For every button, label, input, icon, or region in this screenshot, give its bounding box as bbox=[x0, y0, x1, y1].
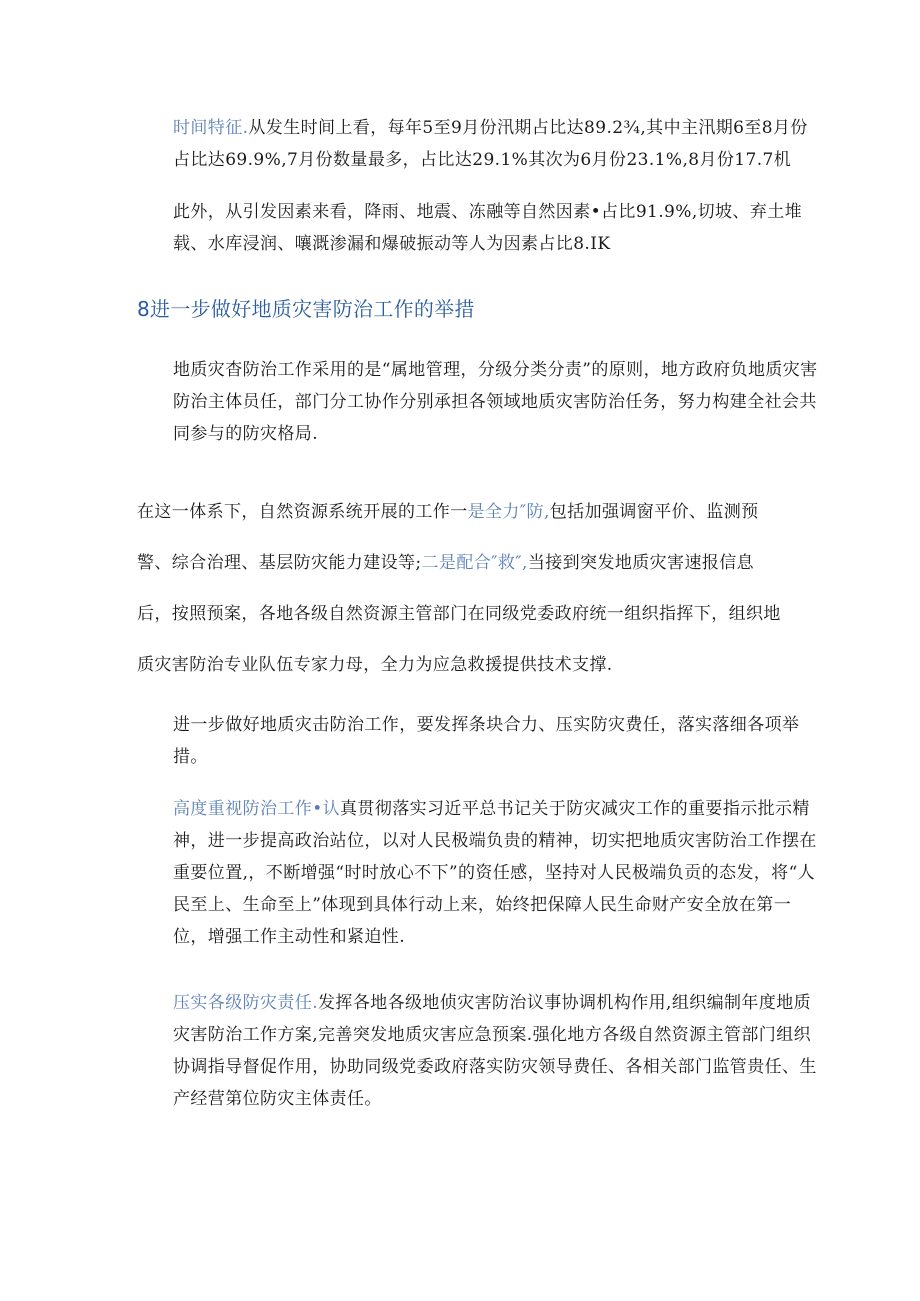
paragraph-body: 发挥各地各级地侦灾害防治议事协调机构作用,组织编制年度地质灾害防治工作方案,完善突发地质灾害应急预案.强化地方各级自然资源主管部门组织协调指导督促作用，协助同级党委政府落实防灾领导费任、各相关部门监管贵任、生产经营第位防灾主体责任。 bbox=[173, 993, 817, 1109]
paragraph-lead-label: 时间特征. bbox=[173, 118, 249, 138]
paragraph-principles bbox=[137, 354, 821, 450]
paragraph-body: 从发生时间上看，每年5至9月份汛期占比达89.2¾,其中主汛期6至8月份占比达69.9%,7月份数量最多，占比达29.1%其次为6月份23.1%,8月份17.7机 bbox=[173, 118, 808, 170]
paragraph-body: 此外，从引发因素来看，降雨、地震、冻融等自然因素•占比91.9%,切坡、弃土堆载、水库浸润、嚷溉渗漏和爆破振动等人为因素占比8.IK bbox=[173, 202, 803, 254]
paragraph-body: 地质灾杳防治工作采用的是“属地管理，分级分类分责”的原则，地方政府负地质灾害防治主体员任，部门分工协作分别承担各领域地质灾害防治任务，努力构建全社会共同参与的防灾格局. bbox=[173, 360, 818, 444]
paragraph-attention bbox=[137, 793, 821, 953]
paragraph-body: 进一步做好地质灾击防治工作，要发挥条块合力、压实防灾费任，落实落细各项举措。 bbox=[173, 715, 800, 767]
paragraph-text-part: 包括加强调窗平价、监测预警、综合治理、基层防灾能力建设等; bbox=[137, 502, 759, 573]
section-heading: 8进一步做好地质灾害防治工作的举措 bbox=[137, 297, 475, 321]
paragraph-system-work bbox=[137, 487, 785, 691]
paragraph-text-part: 在这一体系下，自然资源系统开展的工作一 bbox=[137, 502, 468, 522]
paragraph-text-part: 当接到突发地质灾害速报信息后，按照预案，各地各级自然资源主管部门在同级党委政府统一组织指挥下，组织地质灾害防治专业队伍专家力母，全力为应急救援提供技术支撑. bbox=[137, 553, 781, 675]
paragraph-measures-intro bbox=[137, 709, 821, 773]
paragraph-lead-label: 压实各级防灾责任. bbox=[173, 993, 319, 1013]
paragraph-accent-prevent: 是全力″防, bbox=[467, 502, 550, 522]
paragraph-accent-rescue: 二是配合″救″, bbox=[421, 553, 528, 573]
paragraph-causes bbox=[137, 196, 821, 260]
paragraph-body: 真贯彻落实习近平总书记关于防灾减灾工作的重要指示批示精神，进一步提高政治站位，以对人民极端负贵的精神，切实把地质灾害防治工作摆在重要位置,，不断增强“时时放心不下”的资任感，坚持对人民极端负贡的态发，将“人民至上、生命至上”体现到具体行动上来，始终把保障人民生命财产安全放在第一位，增强工作主动性和紧迫性. bbox=[173, 799, 817, 947]
paragraph-time-features bbox=[137, 112, 821, 176]
paragraph-responsibility bbox=[137, 987, 821, 1115]
paragraph-lead-label: 高度重视防治工作•认 bbox=[173, 799, 341, 819]
